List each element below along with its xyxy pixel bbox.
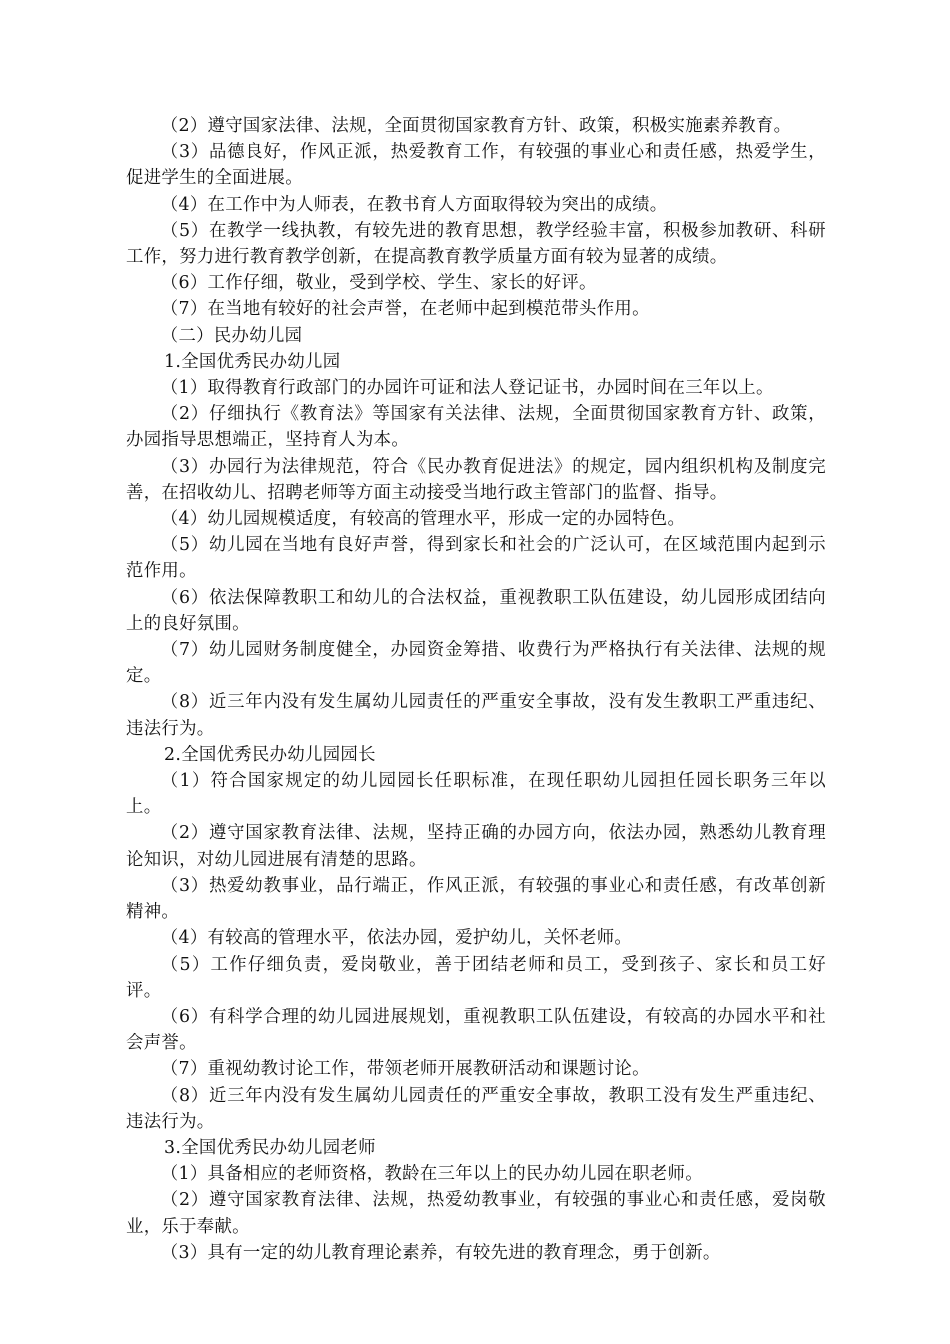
paragraph: （2）遵守国家法律、法规，全面贯彻国家教育方针、政策，积极实施素养教育。 bbox=[160, 116, 792, 136]
paragraph: （3）品德良好，作风正派，热爱教育工作，有较强的事业心和责任感，热爱学生，促进学生的全面进展。 bbox=[126, 142, 826, 189]
paragraph: （2）遵守国家教育法律、法规，热爱幼教事业，有较强的事业心和责任感，爱岗敬业，乐于奉献。 bbox=[126, 1190, 826, 1237]
section-heading: （二）民办幼儿园 bbox=[160, 325, 303, 346]
paragraph: （6）工作仔细，敬业，受到学校、学生、家长的好评。 bbox=[160, 273, 597, 294]
paragraph: （7）重视幼教讨论工作，带领老师开展教研活动和课题讨论。 bbox=[160, 1059, 650, 1080]
paragraph: （5）幼儿园在当地有良好声誉，得到家长和社会的广泛认可，在区域范围内起到示范作用。 bbox=[126, 535, 826, 582]
paragraph: （1）具备相应的老师资格，教龄在三年以上的民办幼儿园在职老师。 bbox=[160, 1164, 703, 1185]
paragraph: （6）依法保障教职工和幼儿的合法权益，重视教职工队伍建设，幼儿园形成团结向上的良好氛围。 bbox=[126, 587, 826, 634]
paragraph: （6）有科学合理的幼儿园进展规划，重视教职工队伍建设，有较高的办园水平和社会声誉。 bbox=[126, 1006, 826, 1054]
paragraph: （1）取得教育行政部门的办园许可证和法人登记证书，办园时间在三年以上。 bbox=[160, 378, 774, 399]
paragraph: （5）工作仔细负责，爱岗敬业，善于团结老师和员工，受到孩子、家长和员工好评。 bbox=[126, 954, 826, 1001]
document-body bbox=[126, 113, 826, 1266]
paragraph: （3）具有一定的幼儿教育理论素养，有较先进的教育理念，勇于创新。 bbox=[160, 1242, 721, 1263]
paragraph: （2）遵守国家教育法律、法规，坚持正确的办园方向，依法办园，熟悉幼儿教育理论知识，对幼儿园进展有清楚的思路。 bbox=[126, 823, 826, 870]
subsection-heading: 1.全国优秀民办幼儿园 bbox=[164, 351, 341, 372]
paragraph: （4）在工作中为人师表，在教书育人方面取得较为突出的成绩。 bbox=[160, 194, 668, 215]
paragraph: （7）幼儿园财务制度健全，办园资金筹措、收费行为严格执行有关法律、法规的规定。 bbox=[126, 640, 826, 687]
paragraph: （1）符合国家规定的幼儿园园长任职标准，在现任职幼儿园担任园长职务三年以上。 bbox=[126, 771, 826, 818]
subsection-heading: 3.全国优秀民办幼儿园老师 bbox=[164, 1137, 376, 1158]
paragraph: （8）近三年内没有发生属幼儿园责任的严重安全事故，没有发生教职工严重违纪、违法行为。 bbox=[126, 692, 826, 739]
paragraph: （4）幼儿园规模适度，有较高的管理水平，形成一定的办园特色。 bbox=[160, 509, 686, 530]
subsection-heading: 2.全国优秀民办幼儿园园长 bbox=[164, 744, 376, 765]
paragraph: （4）有较高的管理水平，依法办园，爱护幼儿，关怀老师。 bbox=[160, 928, 633, 949]
paragraph: （3）办园行为法律规范，符合《民办教育促进法》的规定，园内组织机构及制度完善，在招收幼儿、招聘老师等方面主动接受当地行政主管部门的监督、指导。 bbox=[126, 456, 826, 503]
paragraph: （8）近三年内没有发生属幼儿园责任的严重安全事故，教职工没有发生严重违纪、违法行为。 bbox=[126, 1085, 826, 1132]
paragraph: （7）在当地有较好的社会声誉，在老师中起到模范带头作用。 bbox=[160, 299, 650, 320]
paragraph: （3）热爱幼教事业，品行端正，作风正派，有较强的事业心和责任感，有改革创新精神。 bbox=[126, 875, 826, 923]
paragraph: （5）在教学一线执教，有较先进的教育思想，教学经验丰富，积极参加教研、科研工作，努力进行教育教学创新，在提高教育教学质量方面有较为显著的成绩。 bbox=[126, 220, 826, 268]
paragraph: （2）仔细执行《教育法》等国家有关法律、法规，全面贯彻国家教育方针、政策，办园指导思想端正，坚持育人为本。 bbox=[126, 404, 826, 451]
